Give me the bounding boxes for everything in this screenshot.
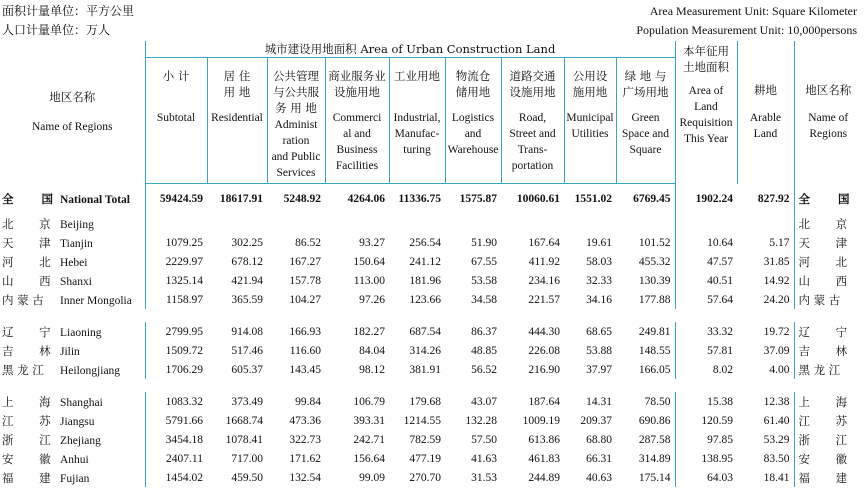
- value-cell: 1454.02: [165, 471, 203, 484]
- value-cell: 53.58: [471, 274, 497, 287]
- value-cell: 322.73: [289, 433, 321, 446]
- value-cell: 116.60: [289, 344, 321, 357]
- acq-header-en: Area of Land Requisition This Year: [679, 85, 733, 145]
- table-row: [0, 468, 862, 487]
- value-cell: 2229.97: [165, 255, 203, 268]
- region-name-en: Fujian: [60, 472, 90, 485]
- col-en: Logistics and Warehouse: [447, 112, 499, 156]
- col-header-logistics: [445, 58, 501, 184]
- region-cell: [0, 233, 145, 252]
- region-name-zh-right: 上 海: [798, 394, 848, 409]
- region-cell: [0, 449, 145, 468]
- value-cell: 18.41: [737, 468, 794, 487]
- table-row: [0, 449, 862, 468]
- region-name-en: Hebei: [60, 256, 88, 269]
- value-cell: 2799.95: [165, 325, 203, 338]
- table-row: [0, 271, 862, 290]
- value-cell: 68.65: [586, 325, 612, 338]
- region-cell: [0, 411, 145, 430]
- value-cell: 132.54: [289, 471, 321, 484]
- value-cell: 97.26: [359, 293, 385, 306]
- value-cell: 67.55: [471, 255, 497, 268]
- area-unit-en: Area Measurement Unit: Square Kilometer: [649, 4, 857, 18]
- spacer-cell: [0, 309, 862, 322]
- col-zh: 工业用地: [394, 69, 440, 83]
- value-cell: 5248.92: [283, 193, 321, 205]
- value-cell: [616, 214, 675, 233]
- value-cell: 104.27: [289, 293, 321, 306]
- region-header-en: Name of Regions: [32, 121, 113, 134]
- table-row: [0, 360, 862, 379]
- value-cell: 1158.97: [166, 293, 203, 306]
- value-cell: 1079.25: [165, 236, 203, 249]
- value-cell: 241.12: [409, 255, 441, 268]
- value-cell: [389, 214, 445, 233]
- value-cell: 1509.72: [165, 344, 203, 357]
- value-cell: 717.00: [231, 452, 263, 465]
- value-cell: 1575.87: [459, 193, 497, 205]
- value-cell: 1325.14: [165, 274, 203, 287]
- value-cell: 14.92: [737, 271, 794, 290]
- value-cell: 40.63: [586, 471, 612, 484]
- value-cell: 1083.32: [165, 395, 203, 408]
- value-cell: 477.19: [409, 452, 441, 465]
- value-cell: 827.92: [737, 184, 794, 215]
- value-cell: 12.38: [737, 392, 794, 411]
- region-name-zh: 全 国: [2, 191, 54, 206]
- value-cell: 34.58: [471, 293, 497, 306]
- value-cell: 179.68: [409, 395, 441, 408]
- value-cell: 459.50: [231, 471, 263, 484]
- value-cell: 242.71: [353, 433, 385, 446]
- region-name-en: Liaoning: [60, 326, 102, 339]
- value-cell: 24.20: [737, 290, 794, 309]
- value-cell: 43.07: [471, 395, 497, 408]
- region-name-zh: 河 北: [2, 254, 51, 269]
- value-cell: 148.55: [616, 341, 675, 360]
- col-en: Municipal Utilities: [566, 112, 614, 140]
- row-spacer: [0, 379, 862, 392]
- region-header-zh: 地区名称: [49, 90, 96, 105]
- region-name-en: Jiangsu: [60, 415, 95, 428]
- table-row: [0, 411, 862, 430]
- value-cell: 86.52: [295, 236, 321, 249]
- value-cell: 93.27: [359, 236, 385, 249]
- table-row: [0, 392, 862, 411]
- value-cell: 157.78: [289, 274, 321, 287]
- value-cell: 314.89: [616, 449, 675, 468]
- col-header-road: [501, 58, 564, 184]
- col-header-residential: [207, 58, 267, 184]
- region-name-zh: 辽 宁: [2, 324, 51, 339]
- region-name-zh-right: 天 津: [798, 235, 848, 250]
- value-cell: [325, 214, 389, 233]
- value-cell: 517.46: [231, 344, 263, 357]
- region-name-en: National Total: [60, 193, 130, 206]
- value-cell: 216.90: [528, 363, 560, 376]
- value-cell: 249.81: [616, 322, 675, 341]
- right-region-header: [794, 41, 862, 184]
- col-en: Road, Street and Trans- portation: [509, 112, 556, 172]
- value-cell: 4264.06: [347, 193, 385, 205]
- value-cell: 687.54: [409, 325, 441, 338]
- value-cell: [445, 214, 501, 233]
- region-cell: [0, 468, 145, 487]
- region-cell: [0, 271, 145, 290]
- region-name-zh: 上 海: [2, 394, 51, 409]
- value-cell: 156.64: [353, 452, 385, 465]
- value-cell: 37.97: [586, 363, 612, 376]
- col-en: Industrial, Manufac- turing: [393, 112, 441, 156]
- value-cell: 34.16: [586, 293, 612, 306]
- value-cell: 1551.02: [574, 193, 612, 205]
- value-cell: 221.57: [528, 293, 560, 306]
- value-cell: 10060.61: [516, 193, 560, 205]
- value-cell: 57.50: [471, 433, 497, 446]
- value-cell: 37.09: [737, 341, 794, 360]
- right-region-header-zh: 地区名称: [805, 83, 852, 98]
- value-cell: 166.05: [616, 360, 675, 379]
- arable-header-en: Arable Land: [749, 112, 782, 141]
- col-zh: 道路交通 设施用地: [509, 69, 556, 99]
- value-cell: 113.00: [353, 274, 385, 287]
- value-cell: 690.86: [616, 411, 675, 430]
- value-cell: 4.00: [737, 360, 794, 379]
- region-cell: [0, 290, 145, 309]
- col-en: Administ ration and Public Services: [271, 119, 321, 179]
- value-cell: 381.91: [409, 363, 441, 376]
- col-header-utilities: [564, 58, 616, 184]
- col-header-industrial: [389, 58, 445, 184]
- region-name-zh: 福 建: [2, 470, 51, 485]
- value-cell: 678.12: [231, 255, 263, 268]
- value-cell: 455.32: [616, 252, 675, 271]
- col-zh: 小 计: [162, 69, 190, 83]
- right-region-header-en: Name of Regions: [808, 112, 849, 141]
- value-cell: 314.26: [409, 344, 441, 357]
- region-name-en: Zhejiang: [60, 434, 101, 447]
- value-cell: 234.16: [528, 274, 560, 287]
- value-cell: 138.95: [701, 452, 733, 465]
- region-name-zh-right: 黑 龙 江: [798, 362, 841, 377]
- value-cell: 8.02: [712, 363, 733, 376]
- col-header-admin: [267, 58, 325, 184]
- region-name-zh: 山 西: [2, 273, 51, 288]
- value-cell: 58.03: [586, 255, 612, 268]
- value-cell: 123.66: [409, 293, 441, 306]
- value-cell: 33.32: [707, 325, 733, 338]
- value-cell: 1078.41: [225, 433, 263, 446]
- value-cell: 48.85: [471, 344, 497, 357]
- region-name-zh: 北 京: [2, 216, 51, 231]
- value-cell: 56.52: [471, 363, 497, 376]
- table-row: [0, 214, 862, 233]
- value-cell: [501, 214, 564, 233]
- region-cell: [0, 252, 145, 271]
- value-cell: 143.45: [289, 363, 321, 376]
- table-body: [0, 184, 862, 488]
- value-cell: 914.08: [231, 325, 263, 338]
- region-name-zh-right: 江 苏: [798, 413, 848, 428]
- region-cell: [0, 341, 145, 360]
- value-cell: 120.59: [701, 414, 733, 427]
- value-cell: 3454.18: [165, 433, 203, 446]
- region-name-zh-right: 安 徽: [798, 451, 848, 466]
- region-cell: [0, 184, 145, 215]
- unit-notes: [0, 0, 865, 40]
- value-cell: 256.54: [409, 236, 441, 249]
- value-cell: 41.63: [471, 452, 497, 465]
- table-header: [0, 41, 862, 184]
- value-cell: 302.25: [231, 236, 263, 249]
- col-zh: 公用设 施用地: [572, 69, 608, 99]
- region-name-zh: 内 蒙 古: [2, 292, 44, 307]
- value-cell: [564, 214, 616, 233]
- value-cell: [145, 214, 207, 233]
- col-zh: 商业服务业 设施用地: [328, 69, 386, 99]
- col-zh: 绿 地 与 广场用地: [622, 69, 669, 99]
- region-name-zh-right: 辽 宁: [798, 324, 848, 339]
- value-cell: 411.92: [528, 255, 560, 268]
- value-cell: 187.64: [528, 395, 560, 408]
- region-header: [0, 41, 145, 184]
- value-cell: 1706.29: [165, 363, 203, 376]
- col-header-commercial: [325, 58, 389, 184]
- region-name-zh-right: 福 建: [798, 470, 848, 485]
- region-name-zh: 吉 林: [2, 343, 51, 358]
- value-cell: 473.36: [289, 414, 321, 427]
- value-cell: 53.88: [586, 344, 612, 357]
- value-cell: 68.80: [586, 433, 612, 446]
- value-cell: 106.79: [353, 395, 385, 408]
- region-name-zh: 黑 龙 江: [2, 362, 44, 377]
- value-cell: 421.94: [231, 274, 263, 287]
- col-en: Subtotal: [156, 112, 196, 124]
- acq-header-zh: 本年征用 土地面积: [683, 44, 729, 74]
- region-name-zh-right: 吉 林: [798, 343, 848, 358]
- value-cell: 6769.45: [616, 184, 675, 215]
- value-cell: 66.31: [586, 452, 612, 465]
- value-cell: 2407.11: [166, 452, 203, 465]
- value-cell: 78.50: [616, 392, 675, 411]
- value-cell: 175.14: [616, 468, 675, 487]
- region-name-zh-right: 内 蒙 古: [798, 292, 841, 307]
- value-cell: 209.37: [580, 414, 612, 427]
- region-name-zh-right: 山 西: [798, 273, 848, 288]
- value-cell: 47.57: [707, 255, 733, 268]
- value-cell: 57.81: [707, 344, 733, 357]
- value-cell: 10.64: [707, 236, 733, 249]
- value-cell: 1214.55: [403, 414, 441, 427]
- table-row: [0, 341, 862, 360]
- region-name-en: Heilongjiang: [60, 364, 121, 377]
- value-cell: [675, 214, 737, 233]
- table-row: [0, 252, 862, 271]
- value-cell: 57.64: [707, 293, 733, 306]
- value-cell: [737, 214, 794, 233]
- value-cell: 287.58: [616, 430, 675, 449]
- value-cell: 1902.24: [695, 192, 733, 205]
- region-name-en: Inner Mongolia: [60, 294, 132, 307]
- region-name-en: Beijing: [60, 218, 94, 231]
- col-en: Green Space and Square: [622, 112, 669, 156]
- col-header-subtotal: [145, 58, 207, 184]
- value-cell: 130.39: [616, 271, 675, 290]
- region-cell: [0, 214, 145, 233]
- value-cell: 99.09: [359, 471, 385, 484]
- value-cell: 167.27: [289, 255, 321, 268]
- value-cell: 150.64: [353, 255, 385, 268]
- value-cell: 365.59: [231, 293, 263, 306]
- value-cell: 171.62: [289, 452, 321, 465]
- spacer-cell: [0, 379, 862, 392]
- urban-land-table: [0, 41, 862, 487]
- value-cell: 167.64: [528, 236, 560, 249]
- region-name-zh: 天 津: [2, 235, 51, 250]
- value-cell: 98.12: [359, 363, 385, 376]
- col-en: Commerci al and Business Facilities: [332, 112, 382, 172]
- pop-unit-zh: 人口计量单位：万人: [2, 23, 111, 37]
- value-cell: 99.84: [295, 395, 321, 408]
- value-cell: 97.85: [707, 433, 733, 446]
- region-name-zh-right: 全 国: [798, 191, 850, 206]
- region-name-zh: 浙 江: [2, 432, 51, 447]
- region-cell: [0, 392, 145, 411]
- table-row: [0, 430, 862, 449]
- acq-header: [675, 41, 737, 184]
- col-zh: 居 住 用 地: [223, 69, 251, 99]
- arable-header-zh: 耕地: [754, 83, 777, 98]
- value-cell: 461.83: [528, 452, 560, 465]
- value-cell: 15.38: [707, 395, 733, 408]
- value-cell: 64.03: [707, 471, 733, 484]
- value-cell: 11336.75: [398, 193, 441, 205]
- value-cell: 61.40: [737, 411, 794, 430]
- value-cell: 53.29: [737, 430, 794, 449]
- col-en: Residential: [211, 112, 263, 124]
- region-name-zh: 安 徽: [2, 451, 51, 466]
- value-cell: 31.85: [737, 252, 794, 271]
- region-name-zh-right: 浙 江: [798, 432, 848, 447]
- value-cell: 1668.74: [225, 414, 263, 427]
- value-cell: [207, 214, 267, 233]
- value-cell: 132.28: [465, 414, 497, 427]
- value-cell: 86.37: [471, 325, 497, 338]
- region-cell: [0, 430, 145, 449]
- value-cell: 393.31: [353, 414, 385, 427]
- value-cell: 59424.59: [159, 193, 203, 205]
- value-cell: 782.59: [409, 433, 441, 446]
- value-cell: 182.27: [353, 325, 385, 338]
- col-header-green: [616, 58, 675, 184]
- col-zh: 公共管理 与公共服 务 用 地: [273, 69, 319, 115]
- value-cell: 51.90: [471, 236, 497, 249]
- value-cell: 181.96: [409, 274, 441, 287]
- region-name-zh-right: 河 北: [798, 254, 848, 269]
- region-cell: [0, 322, 145, 341]
- region-name-en: Shanghai: [60, 396, 103, 409]
- group-header: 城市建设用地面积 Area of Urban Construction Land: [145, 41, 675, 58]
- value-cell: 613.86: [528, 433, 560, 446]
- value-cell: 5791.66: [165, 414, 203, 427]
- value-cell: 226.08: [528, 344, 560, 357]
- value-cell: 444.30: [528, 325, 560, 338]
- value-cell: 605.37: [231, 363, 263, 376]
- value-cell: 14.31: [586, 395, 612, 408]
- row-spacer: [0, 309, 862, 322]
- value-cell: 1009.19: [522, 414, 560, 427]
- region-name-en: Shanxi: [60, 275, 92, 288]
- value-cell: 101.52: [616, 233, 675, 252]
- region-name-en: Tianjin: [60, 237, 93, 250]
- value-cell: 84.04: [359, 344, 385, 357]
- value-cell: [267, 214, 325, 233]
- pop-unit-en: Population Measurement Unit: 10,000persons: [636, 23, 857, 37]
- table-row: [0, 290, 862, 309]
- value-cell: 32.33: [586, 274, 612, 287]
- region-name-en: Jilin: [60, 345, 80, 358]
- table-row: [0, 322, 862, 341]
- value-cell: 19.72: [737, 322, 794, 341]
- value-cell: 83.50: [737, 449, 794, 468]
- value-cell: 31.53: [471, 471, 497, 484]
- value-cell: 19.61: [586, 236, 612, 249]
- value-cell: 244.89: [528, 471, 560, 484]
- col-zh: 物流仓 储用地: [455, 69, 491, 99]
- value-cell: 166.93: [289, 325, 321, 338]
- region-name-zh: 江 苏: [2, 413, 51, 428]
- area-unit-zh: 面积计量单位：平方公里: [2, 4, 135, 18]
- arable-header: [737, 41, 794, 184]
- value-cell: 177.88: [616, 290, 675, 309]
- value-cell: 40.51: [707, 274, 733, 287]
- value-cell: 5.17: [737, 233, 794, 252]
- value-cell: 270.70: [409, 471, 441, 484]
- value-cell: 18617.91: [219, 193, 263, 205]
- region-cell: [0, 360, 145, 379]
- value-cell: 373.49: [231, 395, 263, 408]
- region-name-zh-right: 北 京: [798, 216, 848, 231]
- table-row: [0, 233, 862, 252]
- region-name-en: Anhui: [60, 453, 89, 466]
- table-row: [0, 184, 862, 215]
